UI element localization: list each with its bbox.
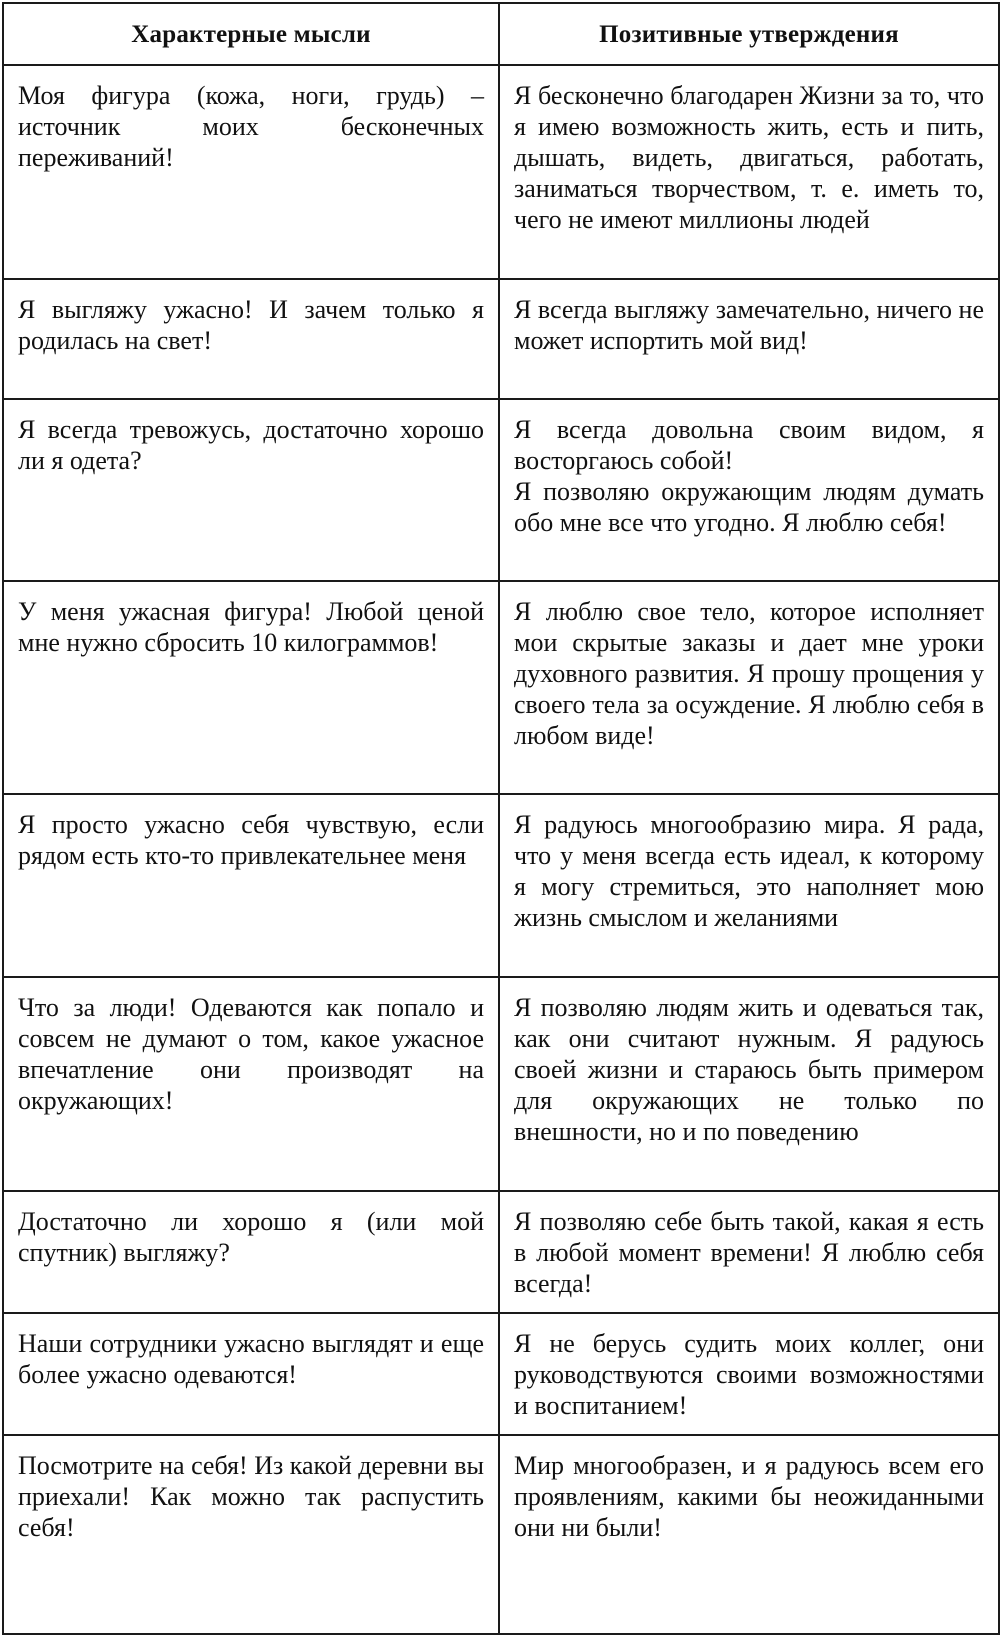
thought-cell: Я выгляжу ужасно! И зачем только я родилась на свет! — [3, 279, 499, 399]
thought-cell: У меня ужасная фигура! Любой ценой мне нужно сбросить 10 килограммов! — [3, 581, 499, 794]
thought-cell: Что за люди! Одеваются как попало и совсем не думают о том, какое ужасное впечатление они производят на окружающих! — [3, 977, 499, 1191]
affirmation-cell: Я радуюсь многообразию мира. Я рада, что у меня всегда есть идеал, к которому я могу стремиться, это наполняет мою жизнь смыслом и желаниями — [499, 794, 999, 977]
affirmation-cell: Я всегда довольна своим видом, я восторгаюсь собой! Я позволяю окружающим людям думать обо мне все что угодно. Я люблю себя! — [499, 399, 999, 581]
affirmation-cell: Я позволяю людям жить и одеваться так, как они считают нужным. Я радуюсь своей жизни и стараюсь быть примером для окружающих не только по внешности, но и по поведению — [499, 977, 999, 1191]
table-header-row — [3, 3, 999, 65]
thought-cell: Я всегда тревожусь, достаточно хорошо ли я одета? — [3, 399, 499, 581]
affirmation-cell: Я позволяю себе быть такой, какая я есть в любой момент времени! Я люблю себя всегда! — [499, 1191, 999, 1313]
header-thoughts: Характерные мысли — [3, 3, 499, 65]
table-row — [3, 977, 999, 1191]
affirmation-cell: Я люблю свое тело, которое исполняет мои скрытые заказы и дает мне уроки духовного развития. Я прошу прощения у своего тела за осуждение. Я люблю себя в любом виде! — [499, 581, 999, 794]
table-row — [3, 65, 999, 279]
thought-cell: Моя фигура (кожа, ноги, грудь) – источник моих бесконечных переживаний! — [3, 65, 499, 279]
affirmation-cell: Я бесконечно благодарен Жизни за то, что я имею возможность жить, есть и пить, дышать, видеть, двигаться, работать, заниматься творчеством, т. е. иметь то, чего не имеют миллионы людей — [499, 65, 999, 279]
thought-cell: Достаточно ли хорошо я (или мой спутник) выгляжу? — [3, 1191, 499, 1313]
affirmation-cell: Я всегда выгляжу замечательно, ничего не может испортить мой вид! — [499, 279, 999, 399]
header-affirmations: Позитивные утверждения — [499, 3, 999, 65]
table-row — [3, 794, 999, 977]
affirmation-cell: Я не берусь судить моих коллег, они руководствуются своими возможностями и воспитанием! — [499, 1313, 999, 1435]
thoughts-affirmations-table — [2, 2, 1000, 1635]
table-row — [3, 279, 999, 399]
table-row — [3, 399, 999, 581]
table-row — [3, 1435, 999, 1634]
thought-cell: Я просто ужасно себя чувствую, если рядом есть кто-то привлекательнее меня — [3, 794, 499, 977]
table-row — [3, 1191, 999, 1313]
table-row — [3, 581, 999, 794]
thought-cell: Наши сотрудники ужасно выглядят и еще более ужасно одеваются! — [3, 1313, 499, 1435]
thought-cell: Посмотрите на себя! Из какой деревни вы приехали! Как можно так распустить себя! — [3, 1435, 499, 1634]
table-row — [3, 1313, 999, 1435]
affirmation-cell: Мир многообразен, и я радуюсь всем его проявлениям, какими бы неожиданными они ни были! — [499, 1435, 999, 1634]
